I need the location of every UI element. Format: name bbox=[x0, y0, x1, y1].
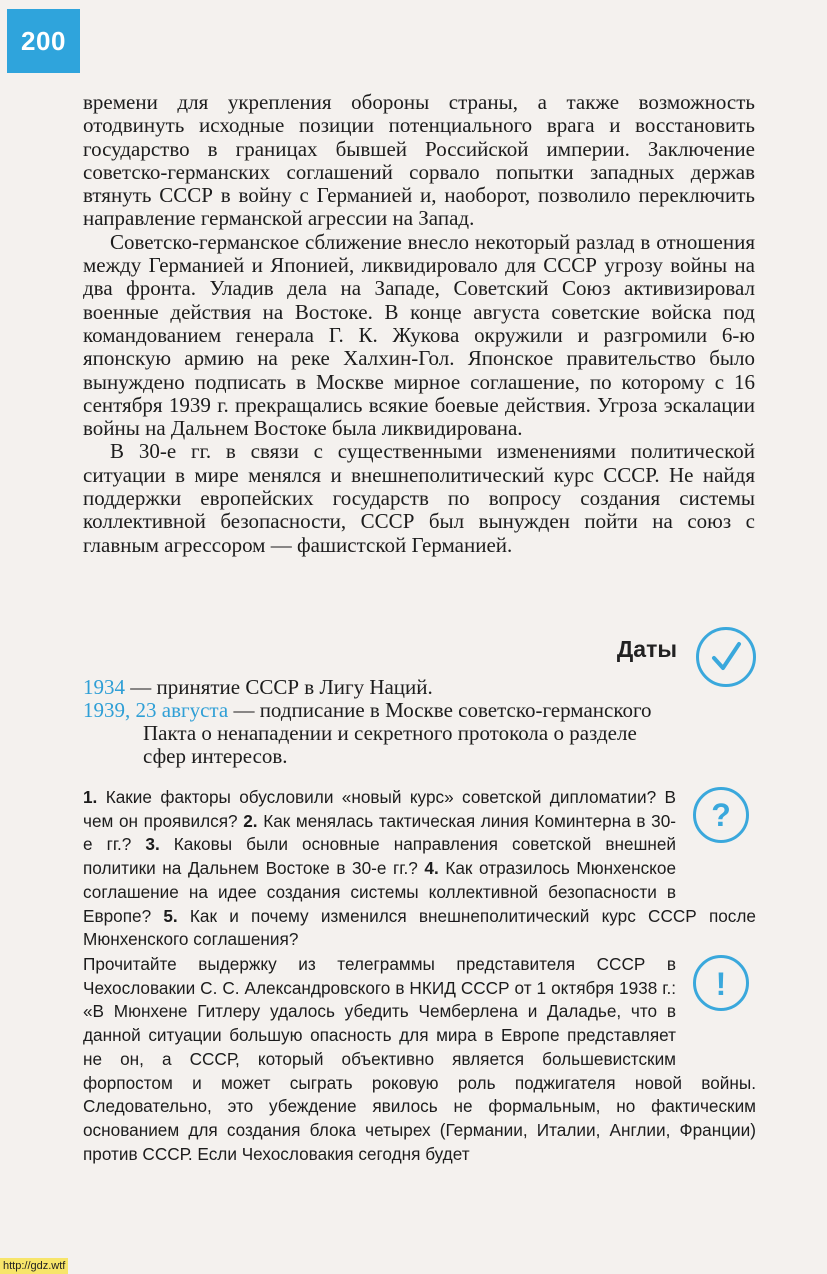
main-text bbox=[83, 91, 755, 557]
icon-spacer bbox=[676, 786, 756, 881]
paragraph: В 30-е гг. в связи с существенными изменениями политической ситуации в мире менялся и внешнеполитический курс СССР. Не найдя поддержки европейских государств по вопросу создания системы коллективной безопасности, СССР был вынужден пойти на союз с главным агрессором — фашистской Германией. bbox=[83, 439, 755, 557]
svg-text:?: ? bbox=[711, 797, 731, 833]
date-text: — принятие СССР в Лигу Наций. bbox=[125, 675, 433, 699]
svg-text:!: ! bbox=[715, 966, 727, 1002]
date-year: 1939, 23 августа bbox=[83, 698, 229, 722]
question-text: Как и почему изменился внешнеполитический курс СССР после Мюнхенского соглашения? bbox=[83, 905, 756, 950]
checkmark-icon bbox=[696, 627, 756, 687]
page-number: 200 bbox=[7, 9, 80, 73]
paragraph: Советско-германское сближение внесло некоторый разлад в отношения между Германией и Японией, ликвидировало для СССР угрозу войны на два фронта. Уладив дела на Западе, Советский Союз активизировал военные действия на Востоке. В конце августа советские войска под командованием генерала Г. К. Жукова окружили и разгромили 6-ю японскую армию на реке Халхин-Гол. Японское правительство было вынуждено подписать в Москве мирное соглашение, по которому с 16 сентября 1939 г. прекращались всякие боевые действия. Угроза эскалации войны на Дальнем Востоке была ликвидирована. bbox=[83, 229, 755, 441]
questions-block bbox=[83, 786, 756, 952]
question-number: 5. bbox=[163, 905, 178, 926]
question-number: 4. bbox=[424, 858, 439, 879]
date-item bbox=[83, 676, 683, 699]
date-item bbox=[83, 699, 683, 768]
question-number: 2. bbox=[243, 810, 258, 831]
question-text: Какие факторы обусловили «новый курс» советской дипломатии? В чем он проявился? bbox=[83, 787, 676, 831]
question-text: Как менялась тактическая линия Коминтерна в 30-е гг.? bbox=[83, 810, 676, 855]
dates-list bbox=[83, 676, 683, 768]
date-text: — подписание в Москве советско-германского Пакта о ненападении и секретного протокола о разделе сфер интересов. bbox=[143, 698, 652, 768]
question-text: Как отразилось Мюнхенское соглашение на идее создания системы коллективной безопасности в Европе? bbox=[83, 858, 677, 926]
question-number: 3. bbox=[145, 834, 160, 855]
task-text: Прочитайте выдержку из телеграммы представителя СССР в Чехословакии С. С. Александровского в НКИД СССР от 1 октября 1938 г.: «В Мюнхене Гитлеру удалось убедить Чемберлена и Даладье, что в данной ситуации большую опасность для мира в Европе представляет не он, а СССР, который объективно является большевистским форпостом и может сыграть роковую роль поджигателя новой войны. Следовательно, это убеждение явилось не формальным, но фактическим основанием для создания блока четырех (Германии, Италии, Англии, Франции) против СССР. Если Чехословакия сегодня будет bbox=[83, 954, 756, 1164]
question-text: Каковы были основные направления советской внешней политики на Дальнем Востоке в 30-е гг.? bbox=[83, 834, 677, 879]
icon-spacer bbox=[676, 953, 756, 1048]
dates-heading: Даты bbox=[616, 636, 677, 662]
task-block bbox=[83, 953, 756, 1166]
footer-link[interactable]: http://gdz.wtf bbox=[0, 1258, 68, 1274]
paragraph: времени для укрепления обороны страны, а также возможность отодвинуть исходные позиции потенциального врага и восстановить государство в границах бывшей Российской империи. Заключение советско-германских соглашений сорвало попытки западных держав втянуть СССР в войну с Германией и, наоборот, позволило переключить направление германской агрессии на Запад. bbox=[83, 90, 755, 231]
date-year: 1934 bbox=[83, 675, 125, 699]
question-number: 1. bbox=[83, 787, 98, 807]
